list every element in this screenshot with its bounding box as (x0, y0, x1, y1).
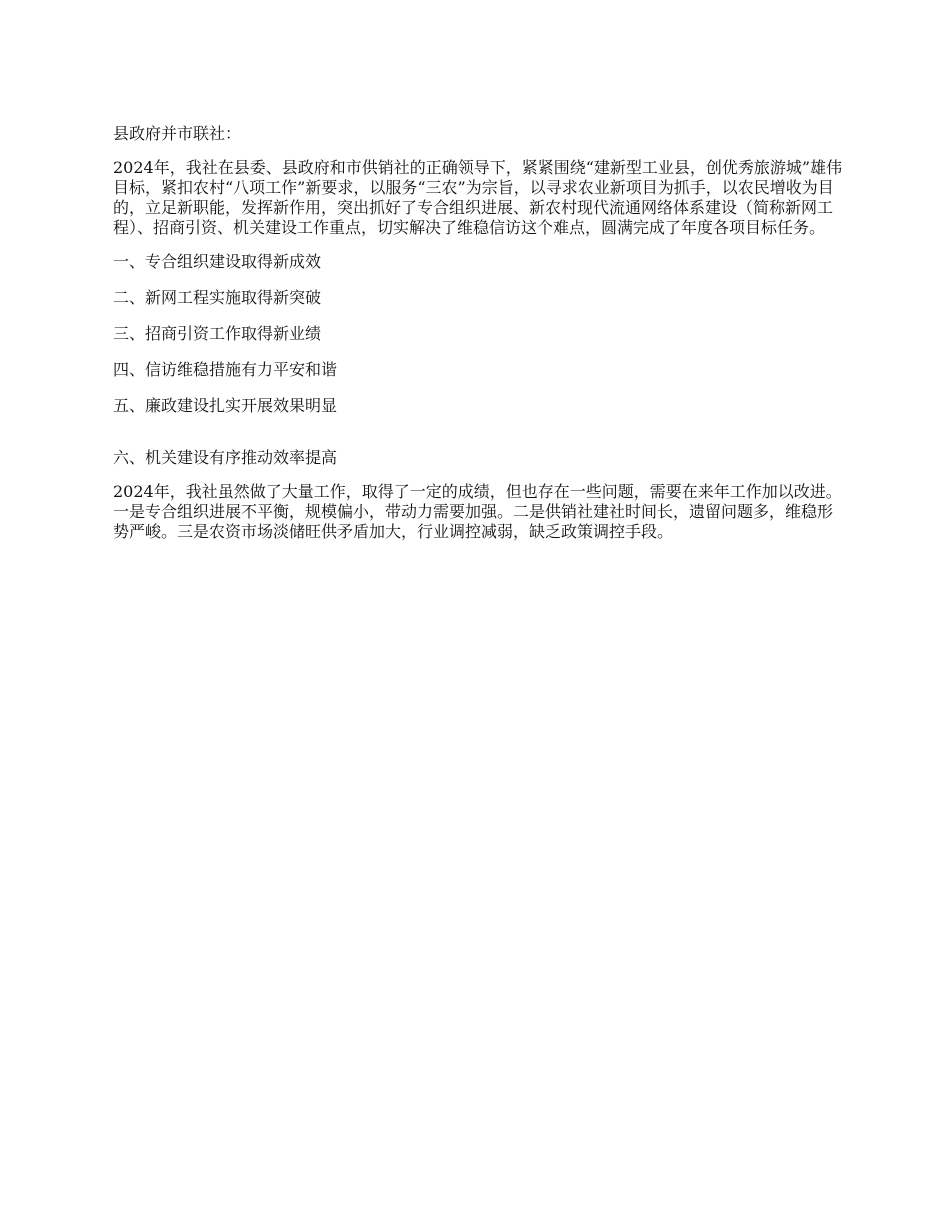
section-heading-6: 六、机关建设有序推动效率提高 (113, 448, 338, 467)
summary-paragraph: 2024年，我社虽然做了大量工作，取得了一定的成绩，但也存在一些问题，需要在来年工作加以改进。一是专合组织进展不平衡，规模偏小，带动力需要加强。二是供销社建社时间长，遗留问题多，维稳形势严峻。三是农资市场淡储旺供矛盾加大，行业调控减弱，缺乏政策调控手段。 (113, 482, 842, 541)
intro-paragraph: 2024年，我社在县委、县政府和市供销社的正确领导下，紧紧围绕“建新型工业县，创优秀旅游城”雄伟目标，紧扣农村“八项工作”新要求，以服务“三农”为宗旨，以寻求农业新项目为抓手，以农民增收为目的，立足新职能，发挥新作用，突出抓好了专合组织进展、新农村现代流通网络体系建设（简称新网工程）、招商引资、机关建设工作重点，切实解决了维稳信访这个难点，圆满完成了年度各项目标任务。 (113, 158, 843, 237)
section-heading-1: 一、专合组织建设取得新成效 (113, 252, 322, 271)
section-heading-3: 三、招商引资工作取得新业绩 (113, 324, 322, 343)
document-page (113, 124, 843, 542)
section-heading-5: 五、廉政建设扎实开展效果明显 (113, 396, 338, 415)
salutation: 县政府并市联社： (113, 124, 242, 143)
section-heading-2: 二、新网工程实施取得新突破 (113, 288, 322, 307)
section-heading-4: 四、信访维稳措施有力平安和谐 (113, 360, 338, 379)
